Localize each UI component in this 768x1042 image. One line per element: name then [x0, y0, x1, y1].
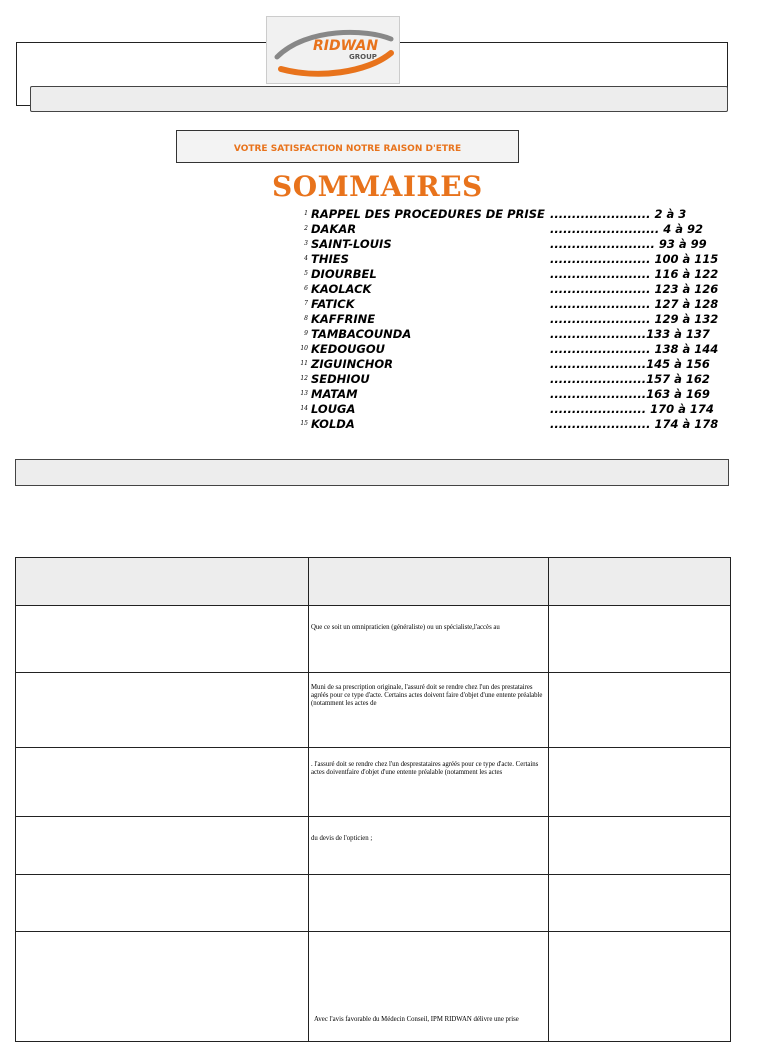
table-cell	[16, 932, 309, 1042]
toc-item	[296, 387, 716, 402]
toc-item-number: 8	[304, 315, 308, 322]
toc-item-number: 14	[300, 405, 308, 412]
table-header-cell	[549, 558, 731, 606]
table-header-row	[16, 558, 731, 606]
toc-item-name: KAOLACK	[311, 282, 372, 296]
toc-item-pages: ......................... 4 à 92	[550, 222, 703, 236]
toc-item-pages: ........................ 93 à 99	[550, 237, 707, 251]
toc-item-pages: ......................145 à 156	[550, 357, 710, 371]
table-row	[16, 817, 731, 875]
toc-item	[296, 297, 719, 312]
toc-item	[296, 417, 719, 432]
toc-item-number: 5	[304, 270, 308, 277]
toc-item-name: KAFFRINE	[311, 312, 376, 326]
logo-text: RIDWAN	[313, 38, 379, 54]
table-cell	[549, 606, 731, 673]
table-row	[16, 875, 731, 932]
toc-item-name: KEDOUGOU	[311, 342, 385, 356]
toc-item-number: 13	[300, 390, 308, 397]
table-cell	[309, 748, 549, 817]
toc-item-number: 15	[300, 420, 308, 427]
toc-item-pages: ....................... 174 à 178	[550, 417, 719, 431]
page-title: SOMMAIRES	[272, 170, 483, 203]
table-cell	[16, 606, 309, 673]
table-cell	[549, 748, 731, 817]
toc-item-number: 11	[300, 360, 308, 367]
toc-item	[296, 222, 716, 237]
table-header-cell	[309, 558, 549, 606]
toc-item	[296, 402, 716, 417]
toc-item-name: DIOURBEL	[311, 267, 377, 281]
table-cell	[309, 606, 549, 673]
toc-item	[296, 267, 719, 282]
toc-item-pages: ...................... 170 à 174	[550, 402, 714, 416]
toc-item-number: 1	[304, 210, 308, 217]
toc-item	[296, 357, 716, 372]
ridwan-logo	[266, 16, 400, 84]
table-cell	[16, 817, 309, 875]
procedures-table	[15, 557, 731, 1042]
toc-item	[296, 207, 716, 222]
toc-item	[296, 342, 719, 357]
toc-item-name: DAKAR	[311, 222, 357, 236]
table-cell	[549, 932, 731, 1042]
toc-item	[296, 372, 716, 387]
table-row	[16, 748, 731, 817]
table-cell	[16, 748, 309, 817]
toc-item	[296, 252, 719, 267]
toc-item-number: 12	[300, 375, 308, 382]
table-row	[16, 673, 731, 748]
toc-item-name: MATAM	[311, 387, 358, 401]
toc-item-pages: ....................... 100 à 115	[550, 252, 719, 266]
table-cell	[549, 817, 731, 875]
toc-item-number: 10	[300, 345, 308, 352]
toc-item	[296, 312, 719, 327]
toc-item-name: KOLDA	[311, 417, 355, 431]
table-cell-text: . l'assuré doit se rendre chez l'un desprestataires agréés pour ce type d'acte. Certains actes doiventfaire d'objet d'une entente préalable (notamment les actes	[311, 761, 539, 776]
slogan-box	[176, 130, 519, 163]
toc-item-name: THIES	[311, 252, 349, 266]
toc-item-pages: ......................157 à 162	[550, 372, 710, 386]
section-divider-bar	[15, 459, 729, 486]
table-cell	[309, 673, 549, 748]
table-of-contents	[296, 207, 719, 432]
table-cell	[549, 875, 731, 932]
toc-item-pages: ....................... 127 à 128	[550, 297, 719, 311]
slogan-text: VOTRE SATISFACTION NOTRE RAISON D'ETRE	[233, 144, 462, 154]
toc-item-name: FATICK	[311, 297, 355, 311]
table-row	[16, 606, 731, 673]
table-cell-text: Que ce soit un omnipraticien (généraliste) ou un spécialiste,l'accès au	[311, 624, 500, 631]
table-cell-text: du devis de l'opticien ;	[311, 835, 373, 842]
toc-item-pages: ....................... 2 à 3	[550, 207, 687, 221]
toc-item-name: LOUGA	[311, 402, 356, 416]
toc-item	[296, 327, 716, 342]
table-cell-text: Avec l'avis favorable du Médecin Conseil, IPM RIDWAN délivre une prise	[314, 1016, 519, 1023]
table-header-cell	[16, 558, 309, 606]
toc-item-pages: ....................... 116 à 122	[550, 267, 719, 281]
toc-item-name: RAPPEL DES PROCEDURES DE PRISE	[311, 207, 545, 221]
table-cell	[309, 932, 549, 1042]
header-bar	[30, 86, 728, 112]
toc-item-number: 2	[304, 225, 308, 232]
table-cell-text: Muni de sa prescription originale, l'assuré doit se rendre chez l'un des prestataires agréés pour ce type d'acte. Certains actes doivent faire d'objet d'une entente préalable (notamment les actes de	[311, 684, 543, 707]
toc-item	[296, 282, 719, 297]
toc-item-number: 9	[304, 330, 308, 337]
toc-item-number: 4	[304, 255, 308, 262]
table-cell	[16, 673, 309, 748]
toc-item-pages: ......................133 à 137	[550, 327, 710, 341]
toc-item	[296, 237, 716, 252]
logo-subtext: GROUP	[349, 53, 377, 61]
toc-item-pages: ....................... 129 à 132	[550, 312, 719, 326]
toc-item-name: TAMBACOUNDA	[311, 327, 412, 341]
toc-item-number: 6	[304, 285, 308, 292]
table-cell	[549, 673, 731, 748]
toc-item-pages: ......................163 à 169	[550, 387, 710, 401]
table-row	[16, 932, 731, 1042]
table-cell	[309, 875, 549, 932]
toc-item-name: SEDHIOU	[311, 372, 370, 386]
toc-item-number: 7	[304, 300, 308, 307]
table-cell	[16, 875, 309, 932]
table-cell	[309, 817, 549, 875]
toc-item-number: 3	[304, 240, 308, 247]
toc-item-name: SAINT-LOUIS	[311, 237, 392, 251]
toc-item-pages: ....................... 123 à 126	[550, 282, 719, 296]
toc-item-pages: ....................... 138 à 144	[550, 342, 719, 356]
toc-item-name: ZIGUINCHOR	[311, 357, 393, 371]
